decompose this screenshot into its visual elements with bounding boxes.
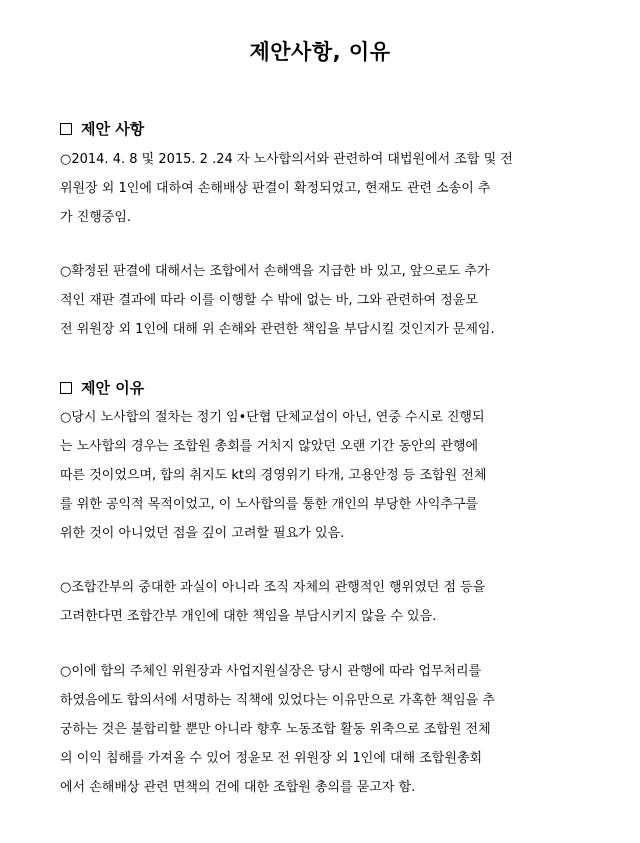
paragraph-line: ○이에 합의 주체인 위원장과 사업지원실장은 당시 관행에 따라 업무처리를	[60, 664, 482, 679]
paragraph-line: 따른 것이었으며, 합의 취지도 kt의 경영위기 타개, 고용안정 등 조합원 전체	[60, 468, 487, 483]
checkbox-square-icon	[60, 123, 72, 135]
paragraph-line: 위원장 외 1인에 대하여 손해배상 판결이 확정되었고, 현재도 관련 소송이 추	[60, 181, 491, 196]
paragraph-line: 는 노사합의 경우는 조합원 총회를 거치지 않았던 오랜 기간 동안의 관행에	[60, 439, 479, 454]
paragraph-line: 고려한다면 조합간부 개인에 대한 책임을 부담시키지 않을 수 있음.	[60, 609, 437, 624]
section-heading-proposal	[60, 118, 144, 139]
section-heading-reason	[60, 377, 144, 398]
checkbox-square-icon	[60, 382, 72, 394]
paragraph-line: 위한 것이 아니었던 점을 깊이 고려할 필요가 있음.	[60, 526, 345, 541]
paragraph-line: 궁하는 것은 불합리할 뿐만 아니라 향후 노동조합 활동 위축으로 조합원 전체	[60, 722, 491, 737]
paragraph-line: ○2014. 4. 8 및 2015. 2 .24 자 노사합의서와 관련하여 대법원에서 조합 및 전	[60, 152, 513, 167]
section-heading-label: 제안 사항	[81, 120, 145, 138]
reason-paragraph-1	[60, 403, 580, 548]
paragraph-line: ○당시 노사합의 절차는 정기 임•단협 단체교섭이 아닌, 연중 수시로 진행되	[60, 410, 485, 425]
paragraph-line: 하였음에도 합의서에 서명하는 직책에 있었다는 이유만으로 가혹한 책임을 추	[60, 693, 495, 708]
paragraph-line: 전 위원장 외 1인에 대해 위 손해와 관련한 책임을 부담시킬 것인지가 문제임.	[60, 322, 495, 337]
proposal-paragraph-2	[60, 257, 580, 344]
reason-paragraph-3	[60, 657, 580, 802]
paragraph-line: 를 위한 공익적 목적이었고, 이 노사합의를 통한 개인의 부당한 사익추구를	[60, 497, 479, 512]
page-title: 제안사항, 이유	[249, 40, 391, 64]
proposal-paragraph-1	[60, 145, 580, 232]
paragraph-line: 에서 손해배상 관련 면책의 건에 대한 조합원 총의를 묻고자 함.	[60, 780, 416, 795]
paragraph-line: ○확정된 판결에 대해서는 조합에서 손해액을 지급한 바 있고, 앞으로도 추가	[60, 264, 490, 279]
reason-paragraph-2	[60, 573, 580, 631]
paragraph-line: ○조합간부의 중대한 과실이 아니라 조직 자체의 관행적인 행위였던 점 등을	[60, 580, 486, 595]
section-heading-label: 제안 이유	[81, 379, 145, 397]
paragraph-line: 적인 재판 결과에 따라 이를 이행할 수 밖에 없는 바, 그와 관련하여 정윤모	[60, 293, 478, 308]
paragraph-line: 의 이익 침해를 가져올 수 있어 정윤모 전 위원장 외 1인에 대해 조합원총회	[60, 751, 483, 766]
paragraph-line: 가 진행중임.	[60, 210, 132, 225]
